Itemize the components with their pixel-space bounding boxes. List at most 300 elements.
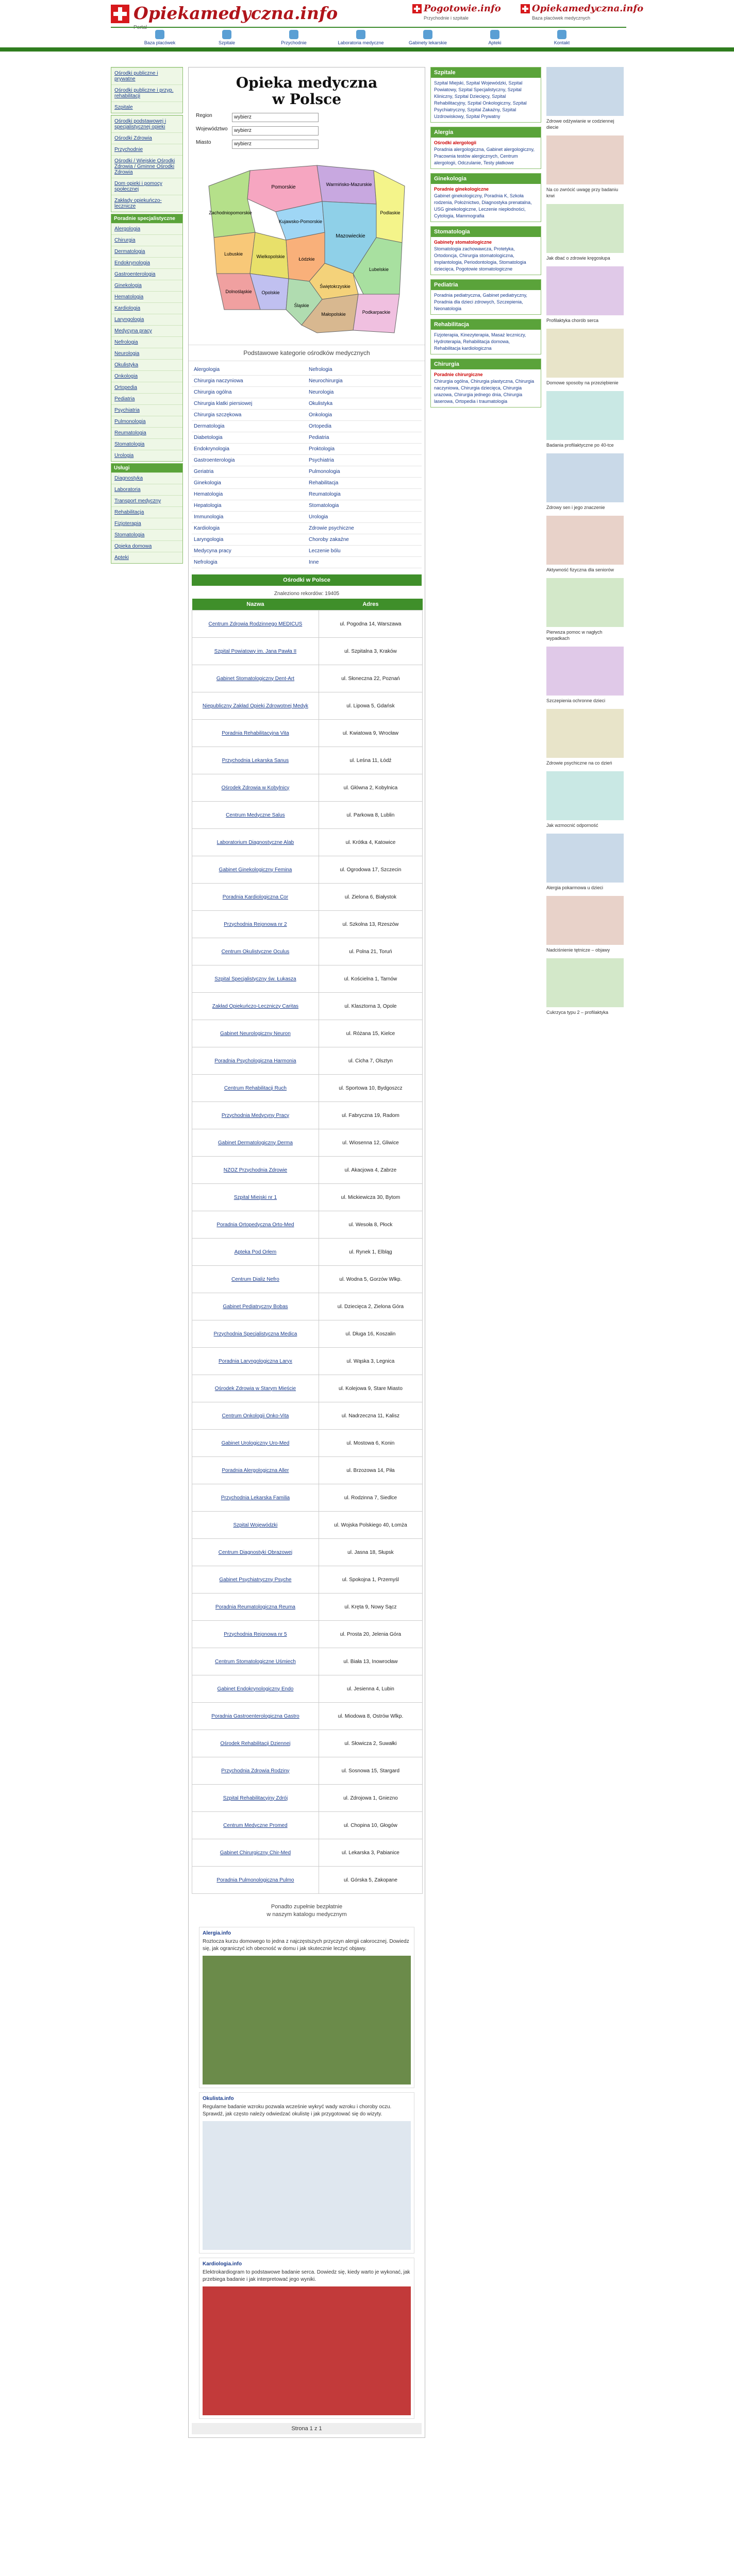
article-source: Alergia.info (203, 1930, 231, 1936)
category-link[interactable]: Ginekologia (192, 478, 307, 489)
map-label[interactable]: Podlaskie (380, 210, 401, 215)
table-row (192, 1839, 423, 1867)
table-row (192, 1375, 423, 1402)
category-link[interactable]: Dermatologia (192, 421, 307, 432)
site-header (0, 0, 734, 47)
category-box-links[interactable]: Szpital Miejski, Szpital Wojewódzki, Szpital Powiatowy, Szpital Specjalistyczny, Szpital Kliniczny, Szpital Dziecięcy, Szpital Rehabilitacyjny, Szpital Onkologiczny, Szpital Psychiatryczny, Szpital Zakaźny, Szpital Uzdrowiskowy, Szpital Prywatny (434, 80, 527, 119)
facility-name[interactable]: Niepubliczny Zakład Opieki Zdrowotnej Medyk (192, 692, 319, 720)
nav-item[interactable] (265, 30, 322, 47)
banner-item[interactable] (546, 266, 624, 324)
facility-name[interactable]: Poradnia Psychologiczna Harmonia (192, 1047, 319, 1075)
category-link[interactable]: Zdrowie psychiczne (307, 523, 422, 534)
sidebar-link[interactable]: Ośrodki publiczne i przyp. rehabilitacji (111, 84, 182, 101)
map-label[interactable]: Zachodniopomorskie (209, 210, 252, 215)
category-link[interactable]: Medycyna pracy (192, 546, 307, 557)
banner-item[interactable] (546, 516, 624, 573)
table-row (192, 1757, 423, 1785)
category-box-title: Alergia (431, 127, 541, 138)
sidebar-link[interactable]: Reumatologia (111, 427, 182, 438)
nav-item[interactable] (466, 30, 523, 47)
banner-image (546, 266, 624, 315)
facility-name[interactable]: Szpital Specjalistyczny św. Łukasza (192, 965, 319, 993)
sidebar-link[interactable]: Urologia (111, 450, 182, 461)
banner-item[interactable] (546, 958, 624, 1015)
sidebar-link[interactable]: Pulmonologia (111, 416, 182, 427)
sidebar-link[interactable]: Szpitale (111, 101, 182, 113)
city-label: Miasto (196, 140, 211, 145)
promo-line: Ponadto zupełnie bezpłatnie (271, 1904, 343, 1910)
hospital-icon (155, 30, 164, 39)
table-row (192, 802, 423, 829)
facility-name[interactable]: Centrum Medyczne Promed (192, 1812, 319, 1839)
category-link[interactable]: Chirurgia szczękowa (192, 410, 307, 421)
city-select[interactable]: wybierz (232, 140, 319, 149)
sidebar-link[interactable]: Ośrodki / Wiejskie Ośrodki Zdrowia / Gminne Ośrodki Zdrowia (111, 155, 182, 178)
article-teaser[interactable] (199, 2092, 414, 2253)
sidebar-link[interactable]: Okulistyka (111, 359, 182, 370)
map-label[interactable]: Śląskie (294, 303, 309, 308)
category-link[interactable]: Okulistyka (307, 398, 422, 410)
table-row (192, 1430, 423, 1457)
map-label[interactable]: Podkarpackie (362, 310, 391, 315)
table-row (192, 938, 423, 965)
nav-item[interactable] (198, 30, 255, 47)
facility-name[interactable]: Ośrodek Rehabilitacji Dziennej (192, 1730, 319, 1757)
map-label[interactable]: Pomorskie (271, 184, 296, 190)
banner-item[interactable] (546, 329, 624, 386)
banner-image (546, 578, 624, 627)
facility-name[interactable]: Gabinet Psychiatryczny Psyche (192, 1566, 319, 1594)
table-row (192, 1239, 423, 1266)
banner-item[interactable] (546, 709, 624, 766)
facility-name[interactable]: Centrum Medyczne Salus (192, 802, 319, 829)
page-title-line: Opieka medyczna (236, 74, 378, 91)
map-label[interactable]: Świętokrzyskie (320, 284, 351, 289)
medical-cross-icon (111, 5, 129, 23)
page-title (189, 67, 425, 111)
category-link[interactable]: Psychiatria (307, 455, 422, 466)
table-row (192, 965, 423, 993)
map-label[interactable]: Dolnośląskie (225, 289, 252, 294)
category-box-links[interactable]: Gabinet ginekologiczny, Poradnia K, Szkoła rodzenia, Położnictwo, Diagnostyka prenatalna, USG ginekologiczne, Leczenie niepłodności, Cytologia, Mammografia (434, 193, 532, 218)
category-box-body (431, 290, 541, 314)
sidebar-link[interactable]: Ośrodki publiczne i prywatne (111, 67, 182, 84)
sidebar-link[interactable]: Pediatria (111, 393, 182, 404)
facility-name[interactable]: Centrum Dializ Nefro (192, 1266, 319, 1293)
sidebar-link[interactable]: Onkologia (111, 370, 182, 382)
category-link[interactable]: Nefrologia (192, 557, 307, 568)
table-row (192, 1484, 423, 1512)
table-row (192, 720, 423, 747)
category-link[interactable]: Pediatria (307, 432, 422, 444)
category-box (430, 67, 541, 123)
table-row (192, 1512, 423, 1539)
sidebar-group-title: Poradnie specjalistyczne (111, 214, 182, 223)
facility-address: ul. Chopina 10, Głogów (319, 1812, 422, 1839)
nav-item[interactable] (131, 30, 188, 47)
facility-address: ul. Lipowa 5, Gdańsk (319, 692, 422, 720)
sidebar-link[interactable]: Zakłady opiekuńczo-lecznicze (111, 195, 182, 212)
category-link[interactable]: Ortopedia (307, 421, 422, 432)
facility-name[interactable]: Przychodnia Zdrowia Rodziny (192, 1757, 319, 1785)
table-row (192, 747, 423, 774)
category-link[interactable]: Alergologia (192, 364, 307, 376)
banner-image (546, 329, 624, 378)
banner-item[interactable] (546, 453, 624, 511)
table-row (192, 638, 423, 665)
facility-name[interactable]: Poradnia Gastroenterologiczna Gastro (192, 1703, 319, 1730)
categories-grid (189, 361, 425, 571)
sidebar-link[interactable]: Ginekologia (111, 280, 182, 291)
facility-name[interactable]: Szpital Miejski nr 1 (192, 1184, 319, 1211)
facility-name[interactable]: Centrum Stomatologiczne Uśmiech (192, 1648, 319, 1675)
sidebar-link[interactable]: Stomatologia (111, 529, 182, 540)
record-count: Znaleziono rekordów: 19405 (274, 591, 340, 597)
facility-address: ul. Kwiatowa 9, Wrocław (319, 720, 422, 747)
category-link[interactable]: Chirurgia klatki piersiowej (192, 398, 307, 410)
banner-item[interactable] (546, 834, 624, 891)
facility-address: ul. Wesoła 8, Płock (319, 1211, 422, 1239)
facility-name[interactable]: Gabinet Stomatologiczny Dent-Art (192, 665, 319, 692)
map-label[interactable]: Kujawsko-Pomorskie (278, 219, 323, 224)
region-shape[interactable] (374, 171, 405, 243)
category-link[interactable]: Immunologia (192, 512, 307, 523)
region-shape[interactable] (209, 171, 255, 238)
sidebar-link[interactable]: Kardiologia (111, 302, 182, 314)
facility-name[interactable]: Gabinet Ginekologiczny Femina (192, 856, 319, 884)
category-link[interactable]: Hepatologia (192, 500, 307, 512)
facility-address: ul. Jasna 18, Słupsk (319, 1539, 422, 1566)
table-row (192, 1075, 423, 1102)
sidebar-link[interactable]: Gastroenterologia (111, 268, 182, 280)
sidebar-link[interactable]: Apteki (111, 552, 182, 563)
partner-link-2[interactable] (521, 2, 644, 23)
banner-caption: Jak dbać o zdrowie kręgosłupa (546, 256, 610, 261)
sidebar-link[interactable]: Stomatologia (111, 438, 182, 450)
article-image (203, 1956, 411, 2084)
partner-name: Opiekamedyczna.info (532, 3, 644, 14)
facility-name[interactable]: Przychodnia Lekarska Sanus (192, 747, 319, 774)
table-row (192, 1675, 423, 1703)
facility-name[interactable]: Przychodnia Rejonowa nr 2 (192, 911, 319, 938)
map-label[interactable]: Lubuskie (224, 251, 243, 257)
banner-caption: Nadciśnienie tętnicze – objawy (546, 947, 610, 953)
banner-caption: Na co zwrócić uwagę przy badaniu krwi (546, 187, 619, 198)
facility-name[interactable]: Ośrodek Zdrowia w Starym Mieście (192, 1375, 319, 1402)
article-teaser[interactable] (199, 1927, 414, 2088)
category-link[interactable]: Onkologia (307, 410, 422, 421)
doctor-icon (423, 30, 432, 39)
banner-item[interactable] (546, 204, 624, 261)
facility-address: ul. Wąska 3, Legnica (319, 1348, 422, 1375)
banner-item[interactable] (546, 67, 624, 130)
category-link[interactable]: Endokrynologia (192, 444, 307, 455)
sidebar-link[interactable]: Neurologia (111, 348, 182, 359)
category-link[interactable]: Geriatria (192, 466, 307, 478)
category-link[interactable]: Nefrologia (307, 364, 422, 376)
facility-name[interactable]: Gabinet Neurologiczny Neuron (192, 1020, 319, 1047)
banner-item[interactable] (546, 771, 624, 828)
facility-name[interactable]: Centrum Diagnostyki Obrazowej (192, 1539, 319, 1566)
category-link[interactable]: Leczenie bólu (307, 546, 422, 557)
map-label[interactable]: Wielkopolskie (256, 254, 285, 259)
banner-image (546, 204, 624, 253)
category-box-highlight[interactable]: Poradnie chirurgiczne (434, 372, 483, 377)
pager[interactable]: Strona 1 z 1 (192, 2423, 422, 2434)
region-label: Region (196, 113, 212, 118)
category-box-links[interactable]: Chirurgia ogólna, Chirurgia plastyczna, Chirurgia naczyniowa, Chirurgia dziecięca, Chirurgia urazowa, Chirurgia jednego dnia, Chirurgia laserowa, Ortopedia i traumatologia (434, 379, 535, 404)
table-row (192, 1594, 423, 1621)
sidebar-link[interactable]: Alergologia (111, 223, 182, 234)
banner-image (546, 834, 624, 883)
map-label[interactable]: Warmińsko-Mazurskie (326, 182, 372, 187)
category-box (430, 173, 541, 222)
category-box-highlight[interactable]: Ośrodki alergologii (434, 140, 477, 145)
sidebar-link[interactable]: Ośrodki Zdrowia (111, 132, 182, 144)
facility-name[interactable]: Szpital Rehabilitacyjny Zdrój (192, 1785, 319, 1812)
province-select[interactable]: wybierz (232, 126, 319, 135)
category-box (430, 359, 541, 408)
category-link[interactable]: Hematologia (192, 489, 307, 500)
facility-name[interactable]: Gabinet Dermatologiczny Derma (192, 1129, 319, 1157)
banner-image (546, 647, 624, 696)
sidebar-link[interactable]: Transport medyczny (111, 495, 182, 506)
sidebar-link[interactable]: Fizjoterapia (111, 518, 182, 529)
facility-address: ul. Cicha 7, Olsztyn (319, 1047, 422, 1075)
banner-image (546, 135, 624, 184)
facility-name[interactable]: Szpital Powiatowy im. Jana Pawła II (192, 638, 319, 665)
clinic-icon (289, 30, 298, 39)
facility-address: ul. Biała 13, Inowrocław (319, 1648, 422, 1675)
category-link[interactable]: Choroby zakaźne (307, 534, 422, 546)
table-row (192, 1539, 423, 1566)
facility-name[interactable]: Poradnia Laryngologiczna Laryx (192, 1348, 319, 1375)
category-link[interactable]: Chirurgia ogólna (192, 387, 307, 398)
facility-name[interactable]: Zakład Opiekuńczo-Leczniczy Caritas (192, 993, 319, 1020)
facility-name[interactable]: Centrum Zdrowia Rodzinnego MEDICUS (192, 611, 319, 638)
nav-item[interactable] (533, 30, 590, 47)
logo-tagline: Portal (134, 25, 147, 30)
sidebar-link[interactable]: Laryngologia (111, 314, 182, 325)
facility-name[interactable]: Przychodnia Specjalistyczna Medica (192, 1320, 319, 1348)
facility-name[interactable]: Gabinet Endokrynologiczny Endo (192, 1675, 319, 1703)
facility-name[interactable]: NZOZ Przychodnia Zdrowie (192, 1157, 319, 1184)
facility-name[interactable]: Gabinet Pediatryczny Bobas (192, 1293, 319, 1320)
sidebar-link[interactable]: Endokrynologia (111, 257, 182, 268)
facility-name[interactable]: Gabinet Chirurgiczny Chir-Med (192, 1839, 319, 1867)
facility-address: ul. Spokojna 1, Przemyśl (319, 1566, 422, 1594)
facility-name[interactable]: Apteka Pod Orłem (192, 1239, 319, 1266)
category-box-body (431, 369, 541, 407)
category-box-title: Stomatologia (431, 227, 541, 237)
sidebar-link[interactable]: Chirurgia (111, 234, 182, 246)
table-row (192, 1348, 423, 1375)
banner-item[interactable] (546, 647, 624, 704)
categories-subtitle: Podstawowe kategorie ośrodków medycznych (189, 345, 425, 361)
facility-address: ul. Dziecięca 2, Zielona Góra (319, 1293, 422, 1320)
facility-name[interactable]: Ośrodek Zdrowia w Kobylnicy (192, 774, 319, 802)
category-box-highlight[interactable]: Poradnie ginekologiczne (434, 187, 489, 192)
sidebar-link[interactable]: Dom opieki i pomocy społecznej (111, 178, 182, 195)
promo-text (189, 1894, 425, 1923)
facility-address: ul. Zielona 6, Białystok (319, 884, 422, 911)
banner-image (546, 391, 624, 440)
sidebar-link[interactable]: Hematologia (111, 291, 182, 302)
category-box-title: Rehabilitacja (431, 319, 541, 330)
category-box-title: Chirurgia (431, 359, 541, 369)
facility-name[interactable]: Przychodnia Rejonowa nr 5 (192, 1621, 319, 1648)
banner-image (546, 67, 624, 116)
facility-address: ul. Jesienna 4, Lubin (319, 1675, 422, 1703)
sidebar-link[interactable]: Dermatologia (111, 246, 182, 257)
banner-caption: Cukrzyca typu 2 – profilaktyka (546, 1010, 609, 1015)
category-box-links[interactable]: Fizjoterapia, Kinezyterapia, Masaż leczniczy, Hydroterapia, Rehabilitacja domowa, Rehabilitacja kardiologiczna (434, 332, 526, 351)
facility-name[interactable]: Poradnia Kardiologiczna Cor (192, 884, 319, 911)
facility-address: ul. Leśna 11, Łódź (319, 747, 422, 774)
sidebar-link[interactable]: Opieka domowa (111, 540, 182, 552)
province-row (189, 124, 425, 138)
sidebar-link[interactable]: Przychodnie (111, 144, 182, 155)
table-row (192, 993, 423, 1020)
facility-name[interactable]: Centrum Rehabilitacji Ruch (192, 1075, 319, 1102)
banner-image (546, 771, 624, 820)
partner-link-1[interactable] (412, 2, 505, 23)
category-link[interactable]: Proktologia (307, 444, 422, 455)
facility-name[interactable]: Poradnia Rehabilitacyjna Vita (192, 720, 319, 747)
facility-name[interactable]: Centrum Okulistyczne Oculus (192, 938, 319, 965)
banner-item[interactable] (546, 578, 624, 641)
table-row (192, 1129, 423, 1157)
sidebar-link[interactable]: Psychiatria (111, 404, 182, 416)
category-link[interactable]: Reumatologia (307, 489, 422, 500)
table-row (192, 1157, 423, 1184)
facility-name[interactable]: Poradnia Ortopedyczna Orto-Med (192, 1211, 319, 1239)
sidebar-link[interactable]: Ośrodki podstawowej i specjalistycznej opieki (111, 115, 182, 132)
nav-label: Baza placówek (144, 40, 176, 45)
facility-name[interactable]: Poradnia Reumatologiczna Reuma (192, 1594, 319, 1621)
sidebar-group (111, 463, 183, 564)
right-sidebar (430, 67, 541, 1303)
nav-label: Laboratoria medyczne (338, 40, 384, 45)
map-label[interactable]: Mazowieckie (336, 233, 365, 239)
article-source: Okulista.info (203, 2096, 234, 2102)
category-link[interactable]: Diabetologia (192, 432, 307, 444)
category-box-body (431, 330, 541, 354)
map-label[interactable]: Łódzkie (298, 257, 315, 262)
category-box (430, 279, 541, 315)
bed-icon (222, 30, 231, 39)
table-row (192, 1211, 423, 1239)
sidebar-link[interactable]: Laboratoria (111, 484, 182, 495)
facility-address: ul. Akacjowa 4, Zabrze (319, 1157, 422, 1184)
article-image (203, 2121, 411, 2250)
facility-address: ul. Krótka 4, Katowice (319, 829, 422, 856)
sidebar-link[interactable]: Medycyna pracy (111, 325, 182, 336)
table-row (192, 1621, 423, 1648)
nav-item[interactable] (399, 30, 456, 47)
table-row (192, 1102, 423, 1129)
facility-address: ul. Szpitalna 3, Kraków (319, 638, 422, 665)
banner-caption: Jak wzmocnić odporność (546, 823, 598, 828)
facility-address: ul. Prosta 20, Jelenia Góra (319, 1621, 422, 1648)
mail-icon (557, 30, 566, 39)
facility-name[interactable]: Poradnia Alergologiczna Aller (192, 1457, 319, 1484)
article-source: Kardiologia.info (203, 2261, 242, 2267)
facility-name[interactable]: Przychodnia Medycyny Pracy (192, 1102, 319, 1129)
category-link[interactable]: Laryngologia (192, 534, 307, 546)
table-row (192, 692, 423, 720)
category-box-links[interactable]: Poradnia pediatryczna, Gabinet pediatryczny, Poradnia dla dzieci zdrowych, Szczepienia, Neonatologia (434, 293, 527, 311)
facility-address: ul. Lekarska 3, Pabianice (319, 1839, 422, 1867)
header-divider (0, 47, 734, 52)
facility-address: ul. Pogodna 14, Warszawa (319, 611, 422, 638)
site-logo[interactable] (111, 3, 338, 30)
article-teaser[interactable] (199, 2258, 414, 2419)
map-label[interactable]: Lubelskie (369, 267, 389, 272)
category-box-highlight[interactable]: Gabinety stomatologiczne (434, 240, 492, 245)
facility-name[interactable]: Przychodnia Lekarska Familia (192, 1484, 319, 1512)
facility-name[interactable]: Gabinet Urologiczny Uro-Med (192, 1430, 319, 1457)
banner-caption: Pierwsza pomoc w nagłych wypadkach (546, 630, 603, 641)
category-link[interactable]: Pulmonologia (307, 466, 422, 478)
map-label[interactable]: Małopolskie (321, 312, 346, 317)
nav-item[interactable] (332, 30, 389, 47)
category-link[interactable]: Stomatologia (307, 500, 422, 512)
category-link[interactable]: Kardiologia (192, 523, 307, 534)
sidebar-link[interactable]: Diagnostyka (111, 472, 182, 484)
facility-address: ul. Parkowa 8, Lublin (319, 802, 422, 829)
category-link[interactable]: Urologia (307, 512, 422, 523)
category-link[interactable]: Gastroenterologia (192, 455, 307, 466)
table-row (192, 911, 423, 938)
category-link[interactable]: Rehabilitacja (307, 478, 422, 489)
table-row (192, 856, 423, 884)
table-row (192, 1566, 423, 1594)
facility-name[interactable]: Poradnia Pulmonologiczna Pulmo (192, 1867, 319, 1894)
categories-col (307, 364, 422, 568)
sidebar-link[interactable]: Ortopedia (111, 382, 182, 393)
facility-name[interactable]: Szpital Wojewódzki (192, 1512, 319, 1539)
table-row (192, 611, 423, 638)
facility-address: ul. Miodowa 8, Ostrów Wlkp. (319, 1703, 422, 1730)
facility-address: ul. Kręta 9, Nowy Sącz (319, 1594, 422, 1621)
category-link[interactable]: Inne (307, 557, 422, 568)
table-header: Nazwa (192, 599, 319, 611)
banner-caption: Zdrowie psychiczne na co dzień (546, 760, 612, 766)
banner-item[interactable] (546, 391, 624, 448)
category-link[interactable]: Neurochirurgia (307, 376, 422, 387)
promo-line: w naszym katalogu medycznym (266, 1911, 347, 1918)
banner-item[interactable] (546, 896, 624, 953)
category-link[interactable]: Chirurgia naczyniowa (192, 376, 307, 387)
table-row (192, 1867, 423, 1894)
category-box-links[interactable]: Stomatologia zachowawcza, Protetyka, Ortodoncja, Chirurgia stomatologiczna, Implantologia, Periodontologia, Stomatologia dziecięca, Pogotowie stomatologiczne (434, 246, 526, 272)
region-select[interactable]: wybierz (232, 113, 319, 122)
category-box-links[interactable]: Poradnia alergologiczna, Gabinet alergologiczny, Pracownia testów alergicznych, Centrum alergologii, Odczulanie, Testy płatkowe (434, 147, 535, 165)
category-link[interactable]: Neurologia (307, 387, 422, 398)
facility-name[interactable]: Centrum Onkologii Onko-Vita (192, 1402, 319, 1430)
table-header: Adres (319, 599, 422, 611)
medical-cross-icon (521, 4, 530, 13)
facility-address: ul. Sosnowa 15, Stargard (319, 1757, 422, 1785)
sidebar-link[interactable]: Nefrologia (111, 336, 182, 348)
banner-item[interactable] (546, 135, 624, 199)
facility-name[interactable]: Laboratorium Diagnostyczne Alab (192, 829, 319, 856)
sidebar-link[interactable]: Rehabilitacja (111, 506, 182, 518)
table-row (192, 1320, 423, 1348)
table-row (192, 1785, 423, 1812)
map-label[interactable]: Opolskie (261, 290, 280, 295)
